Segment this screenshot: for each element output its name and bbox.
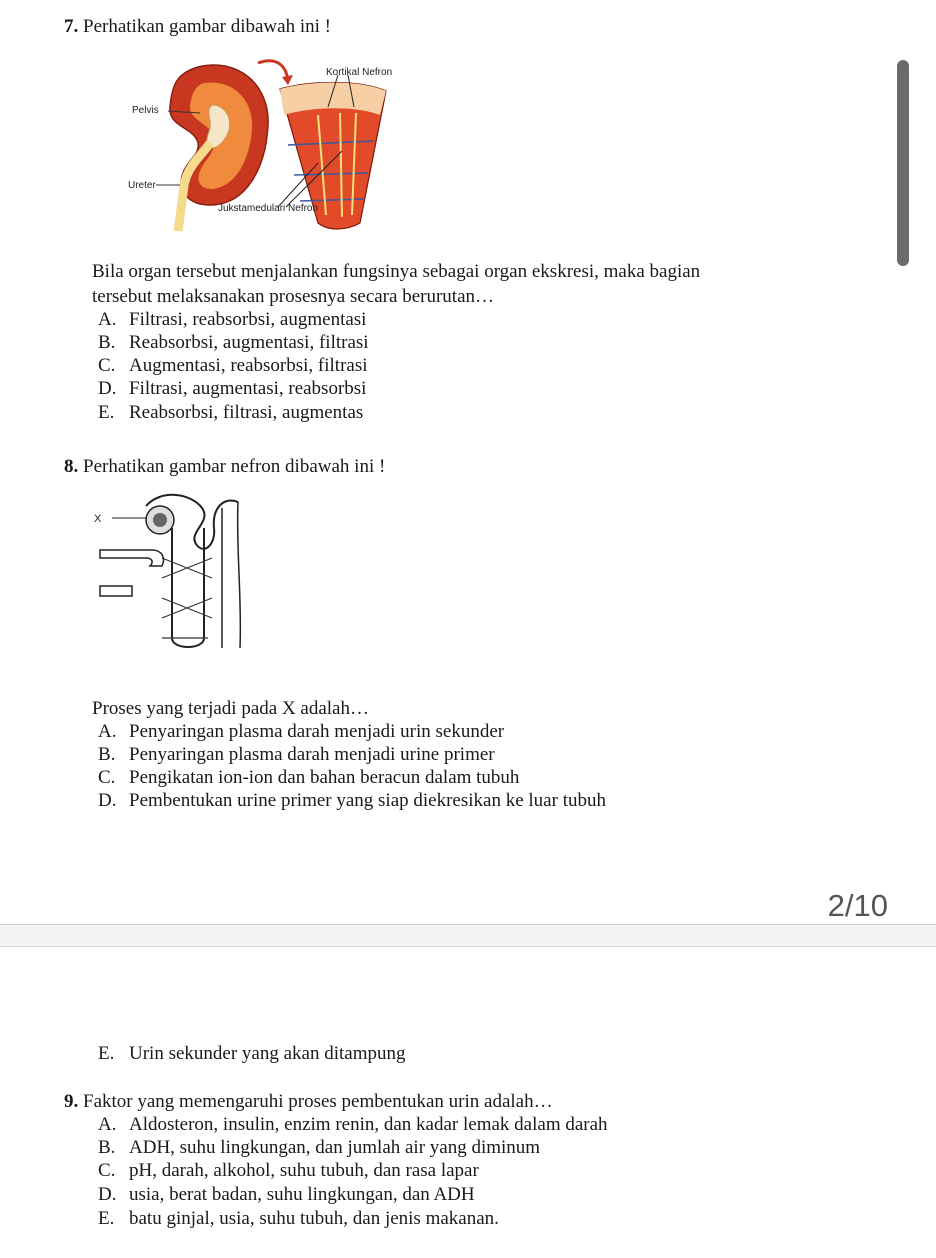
- option-letter: A.: [98, 721, 117, 742]
- question-8-number: 8.: [64, 456, 79, 477]
- option-letter: D.: [98, 1184, 117, 1205]
- arrow-head-shape: [282, 75, 293, 85]
- option-text: Penyaringan plasma darah menjadi urine primer: [129, 744, 495, 765]
- option-letter: B.: [98, 1137, 116, 1158]
- question-7-stem-line1: Bila organ tersebut menjalankan fungsinya sebagai organ ekskresi, maka bagian: [92, 261, 701, 282]
- label-ureter: Ureter: [128, 180, 156, 191]
- option-text: Aldosteron, insulin, enzim renin, dan kadar lemak dalam darah: [129, 1114, 608, 1135]
- question-9-heading: [64, 1090, 553, 1113]
- option-text: Reabsorbsi, augmentasi, filtrasi: [129, 332, 369, 353]
- option-text: Filtrasi, augmentasi, reabsorbsi: [129, 378, 367, 399]
- question-9-prompt: Faktor yang memengaruhi proses pembentukan urin adalah…: [83, 1091, 553, 1112]
- nephron-figure: [92, 488, 252, 658]
- option-letter: D.: [98, 790, 117, 811]
- label-juksta: Jukstamedulari Nefron: [218, 203, 319, 214]
- glomerulus-core-shape: [153, 513, 167, 527]
- q8-option-b[interactable]: [98, 743, 495, 766]
- option-letter: C.: [98, 1160, 116, 1181]
- page-divider-top: [0, 924, 936, 925]
- option-letter: C.: [98, 767, 116, 788]
- option-text: Pengikatan ion-ion dan bahan beracun dalam tubuh: [129, 767, 520, 788]
- question-9-number: 9.: [64, 1091, 79, 1112]
- option-text: Urin sekunder yang akan ditampung: [129, 1043, 406, 1064]
- question-8-prompt: Perhatikan gambar nefron dibawah ini !: [83, 456, 386, 477]
- q9-option-b[interactable]: [98, 1136, 540, 1159]
- q8-option-c[interactable]: [98, 766, 519, 789]
- option-text: Penyaringan plasma darah menjadi urin sekunder: [129, 721, 505, 742]
- question-8-stem: Proses yang terjadi pada X adalah…: [92, 698, 369, 719]
- option-letter: B.: [98, 332, 116, 353]
- page-gap: [0, 925, 936, 946]
- option-letter: C.: [98, 355, 116, 376]
- q9-option-e[interactable]: [98, 1207, 499, 1230]
- option-text: ADH, suhu lingkungan, dan jumlah air yang diminum: [129, 1137, 541, 1158]
- question-7-stem-line2: tersebut melaksanakan prosesnya secara berurutan…: [92, 286, 494, 307]
- q7-option-a[interactable]: [98, 308, 366, 331]
- option-letter: B.: [98, 744, 116, 765]
- afferent-vessel-shape: [100, 550, 164, 566]
- scrollbar-thumb[interactable]: [897, 60, 909, 266]
- q8-option-a[interactable]: [98, 720, 504, 743]
- q7-option-d[interactable]: [98, 377, 366, 400]
- page-divider-bottom: [0, 946, 936, 947]
- option-text: Filtrasi, reabsorbsi, augmentasi: [129, 309, 367, 330]
- q7-option-e[interactable]: [98, 401, 363, 424]
- option-letter: A.: [98, 1114, 117, 1135]
- option-letter: E.: [98, 402, 115, 423]
- option-letter: D.: [98, 378, 117, 399]
- q8-option-d[interactable]: [98, 789, 606, 812]
- label-pelvis: Pelvis: [132, 105, 159, 116]
- kidney-figure: [128, 55, 398, 235]
- option-text: usia, berat badan, suhu lingkungan, dan ADH: [129, 1184, 475, 1205]
- q9-option-a[interactable]: [98, 1113, 608, 1136]
- option-text: batu ginjal, usia, suhu tubuh, dan jenis makanan.: [129, 1208, 499, 1229]
- option-letter: E.: [98, 1043, 115, 1064]
- label-x: X: [94, 513, 102, 525]
- option-text: Augmentasi, reabsorbsi, filtrasi: [129, 355, 368, 376]
- label-kortikal: Kortikal Nefron: [326, 67, 393, 78]
- question-7-number: 7.: [64, 16, 79, 37]
- q9-option-d[interactable]: [98, 1183, 475, 1206]
- option-text: Pembentukan urine primer yang siap diekresikan ke luar tubuh: [129, 790, 606, 811]
- page-indicator: 2/10: [827, 888, 888, 923]
- q7-option-b[interactable]: [98, 331, 369, 354]
- option-text: pH, darah, alkohol, suhu tubuh, dan rasa lapar: [129, 1160, 479, 1181]
- question-7-prompt: Perhatikan gambar dibawah ini !: [83, 16, 331, 37]
- q8-option-e[interactable]: [98, 1042, 405, 1065]
- option-letter: A.: [98, 309, 117, 330]
- question-8-heading: [64, 455, 385, 478]
- efferent-vessel-shape: [100, 586, 132, 596]
- loop-of-henle-shape: [172, 528, 204, 647]
- q7-option-c[interactable]: [98, 354, 368, 377]
- q9-option-c[interactable]: [98, 1159, 479, 1182]
- collecting-duct-shape: [222, 502, 240, 648]
- option-text: Reabsorbsi, filtrasi, augmentas: [129, 402, 364, 423]
- option-letter: E.: [98, 1208, 115, 1229]
- question-7-heading: [64, 15, 331, 38]
